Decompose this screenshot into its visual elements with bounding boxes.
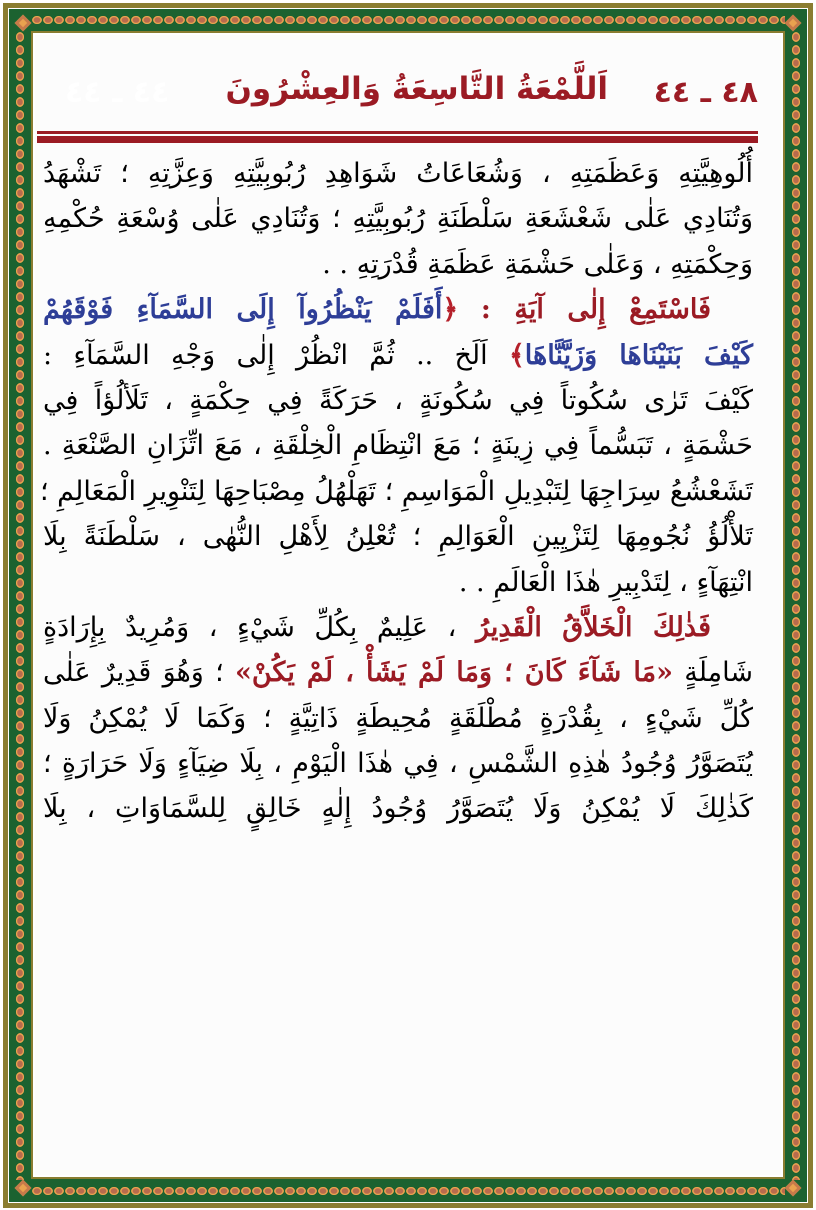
corner-knot-icon [785,15,802,32]
quran-verse: كَيْفَ بَنَيْنَاهَا وَزَيَّنَّاهَا [524,339,753,371]
emphasis-red: فَذٰلِكَ الْخَلاَّقُ الْقَدِيرُ [475,611,711,643]
corner-knot-icon [15,15,32,32]
quran-open-bracket-icon: ﴿ [442,294,459,326]
text-line [43,287,753,332]
corner-knot-icon [15,1180,32,1197]
page-content [35,35,781,1175]
page-header [37,71,758,131]
text-line: كَذٰلِكَ لَا يُمْكِنُ وَلَا يُتَصَوَّرُ وُجُودُ إِلٰهٍ خَالِقٍ لِلسَّمَاوَاتِ ، بِلَا [43,793,753,825]
quran-close-bracket-icon: ﴾ [508,339,525,371]
text-line: حَشْمَةٍ ، تَبَسُّماً فِي زِينَةٍ ؛ مَعَ انْتِظَامِ الْخِلْقَةِ ، مَعَ اتِّزَانِ الصَّنْعَةِ . [43,430,753,462]
header-rule-thin [37,131,758,134]
corner-knot-icon [785,1180,802,1197]
header-rule-thick [37,136,758,143]
text-line: يُتَصَوَّرُ وُجُودُ هٰذِهِ الشَّمْسِ ، فِي هٰذَا الْيَوْمِ ، بِلَا ضِيَآءٍ وَلَا حَرَارَةٍ ؛ [43,748,753,780]
chain-ornament-left [14,31,26,1180]
emphasis-red: فَاسْتَمِعْ إِلٰى آيَةِ : [480,294,711,326]
chapter-title: اَللَّمْعَةُ التَّاسِعَةُ وَالعِشْرُونَ [225,71,608,107]
text-line: وَتُنَادِي عَلٰى شَعْشَعَةِ سَلْطَنَةِ رُبُوبِيَّتِهِ ؛ وَتُنَادِي عَلٰى وُسْعَةِ حُكْمِهِ [43,203,753,235]
text-line: فَذٰلِكَ الْخَلاَّقُ الْقَدِيرُ ، عَلِيمٌ بِكُلِّ شَيْءٍ ، وَمُرِيدٌ بِإِرَادَةٍ [43,611,711,643]
body-text [40,151,753,832]
chain-ornament-top [31,14,785,26]
page-range: ٤٨ ـ ٤٤ [653,75,758,110]
ghost-page-range: ٤٤ ـ ٤٤ [65,75,170,110]
text-line: كُلِّ شَيْءٍ ، بِقُدْرَةٍ مُطْلَقَةٍ مُحِيطَةٍ ذَاتِيَّةٍ ؛ وَكَمَا لَا يُمْكِنُ وَلَا [43,702,753,734]
text-line: وَحِكْمَتِهِ ، وَعَلٰى حَشْمَةِ عَظَمَةِ قُدْرَتِهِ . . [322,248,753,280]
text-line: كَيْفَ بَنَيْنَاهَا وَزَيَّنَّاهَا﴾ اَلَخ .. ثُمَّ انْظُرْ إِلٰى وَجْهِ السَّمَآءِ : [43,339,753,371]
text-line: تَلأْلُؤُ نُجُومِهَا لِتَزْيِينِ الْعَوَالِمِ ؛ تُعْلِنُ لِأَهْلِ النُّهٰى ، سَلْطَنَةً بِلَا [43,521,753,553]
chain-ornament-right [790,31,802,1180]
text-line: أُلُوهِيَّتِهِ وَعَظَمَتِهِ ، وَشُعَاعَاتُ شَوَاهِدِ رُبُوبِيَّتِهِ وَعِزَّتِهِ ؛ تَشْهَدُ [43,158,753,189]
quran-verse: أَفَلَمْ يَنْظُرُوآ إِلَى السَّمَآءِ فَوْقَهُمْ [43,294,443,326]
text-line: انْتِهَآءٍ ، لِتَدْبِيرِ هٰذَا الْعَالَمِ . . [458,566,753,598]
emphasis-red-quote: «مَا شَآءَ كَانَ ؛ وَمَا لَمْ يَشَأْ ، لَمْ يَكُنْ» [234,657,673,689]
text-line: تَشَعْشُعُ سِرَاجِهَا لِتَبْدِيلِ الْمَوَاسِمِ ؛ تَهَلْهُلُ مِصْبَاحِهَا لِتَنْوِيرِ الْمَعَالِمِ ؛ [40,475,753,507]
text-line: شَامِلَةٍ «مَا شَآءَ كَانَ ؛ وَمَا لَمْ يَشَأْ ، لَمْ يَكُنْ» ؛ وَهُوَ قَدِيرٌ عَلٰى [43,657,753,689]
chain-ornament-bottom [31,1185,785,1197]
text-line: كَيْفَ تَرٰى سُكُوتاً فِي سُكُونَةٍ ، حَرَكَةً فِي حِكْمَةٍ ، تَلَألُؤاً فِي [43,384,753,416]
